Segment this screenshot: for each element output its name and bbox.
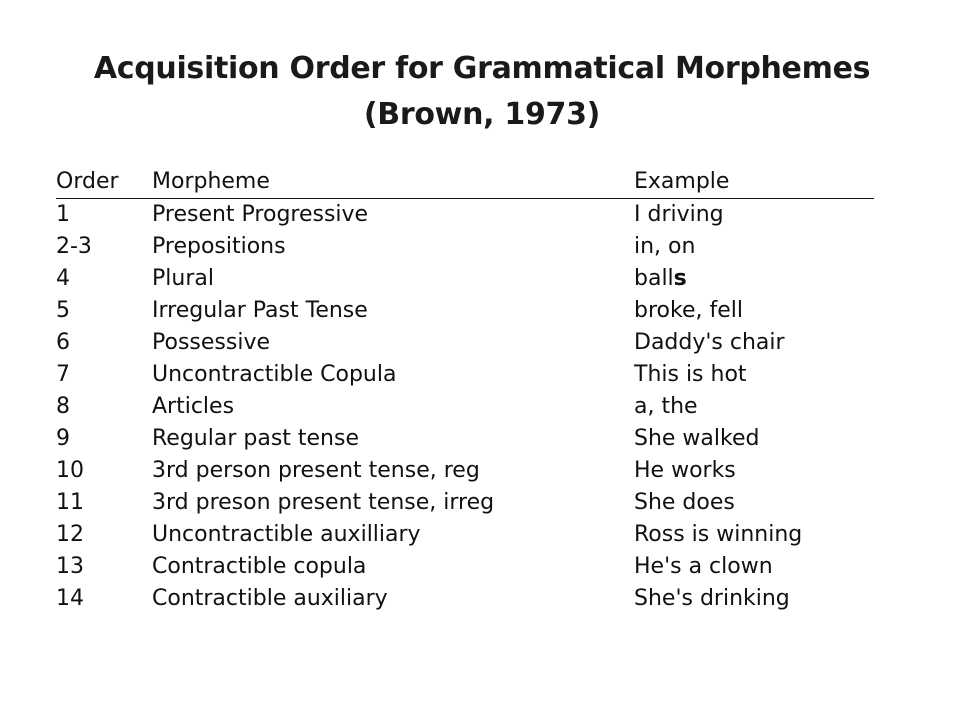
row-order: 8	[56, 394, 70, 419]
row-order: 6	[56, 330, 70, 355]
row-order: 1	[56, 202, 70, 227]
row-example	[634, 583, 874, 615]
row-morpheme: 3rd preson present tense, irreg	[152, 490, 495, 515]
table-row	[56, 295, 874, 327]
row-order: 11	[56, 490, 84, 515]
row-order: 4	[56, 266, 70, 291]
header-example: Example	[634, 166, 874, 199]
example-text: a, the	[634, 394, 698, 419]
row-example	[634, 327, 874, 359]
header-order: Order	[56, 166, 152, 199]
table-row	[56, 359, 874, 391]
row-morpheme: Possessive	[152, 330, 270, 355]
table-row	[56, 231, 874, 263]
table-row	[56, 391, 874, 423]
table-row	[56, 423, 874, 455]
row-morpheme: Contractible auxiliary	[152, 586, 388, 611]
row-morpheme: Present Progressive	[152, 202, 369, 227]
row-example	[634, 423, 874, 455]
row-morpheme: Uncontractible Copula	[152, 362, 397, 387]
example-text: He works	[634, 458, 736, 483]
row-morpheme: Articles	[152, 394, 235, 419]
table-row	[56, 551, 874, 583]
slide-title-line-2: (Brown, 1973)	[363, 97, 601, 132]
row-example	[634, 199, 874, 232]
example-text: She does	[634, 490, 735, 515]
row-example	[634, 487, 874, 519]
row-example	[634, 295, 874, 327]
row-morpheme: Irregular Past Tense	[152, 298, 368, 323]
row-example	[634, 391, 874, 423]
row-order: 14	[56, 586, 84, 611]
row-order: 9	[56, 426, 70, 451]
example-text: ball	[634, 266, 674, 291]
row-example	[634, 359, 874, 391]
morpheme-order-table	[56, 166, 874, 615]
table-row	[56, 519, 874, 551]
example-text: She walked	[634, 426, 760, 451]
row-example	[634, 551, 874, 583]
row-morpheme: Prepositions	[152, 234, 286, 259]
row-morpheme: Contractible copula	[152, 554, 367, 579]
row-example	[634, 519, 874, 551]
row-example	[634, 263, 874, 295]
example-text: in, on	[634, 234, 696, 259]
table-header-row	[56, 166, 874, 199]
row-order: 5	[56, 298, 70, 323]
row-morpheme: Uncontractible auxilliary	[152, 522, 421, 547]
example-text: This is hot	[634, 362, 747, 387]
row-order: 13	[56, 554, 84, 579]
row-morpheme: Regular past tense	[152, 426, 360, 451]
example-text: He's a clown	[634, 554, 773, 579]
row-morpheme: Plural	[152, 266, 214, 291]
example-text: Ross is winning	[634, 522, 803, 547]
row-example	[634, 455, 874, 487]
table-row	[56, 455, 874, 487]
table-row	[56, 327, 874, 359]
row-order: 12	[56, 522, 84, 547]
row-example	[634, 231, 874, 263]
table-row	[56, 487, 874, 519]
example-text: I driving	[634, 202, 724, 227]
example-text: She's drinking	[634, 586, 790, 611]
row-order: 10	[56, 458, 84, 483]
slide-title-line-1: Acquisition Order for Grammatical Morphemes	[93, 51, 871, 86]
example-morpheme-emphasis: s	[673, 266, 687, 291]
header-morpheme: Morpheme	[152, 166, 634, 199]
table-row	[56, 199, 874, 232]
row-order: 2-3	[56, 234, 92, 259]
example-text: broke, fell	[634, 298, 743, 323]
table-row	[56, 263, 874, 295]
example-text: Daddy's chair	[634, 330, 785, 355]
row-morpheme: 3rd person present tense, reg	[152, 458, 480, 483]
slide-title	[0, 46, 960, 138]
table-row	[56, 583, 874, 615]
row-order: 7	[56, 362, 70, 387]
